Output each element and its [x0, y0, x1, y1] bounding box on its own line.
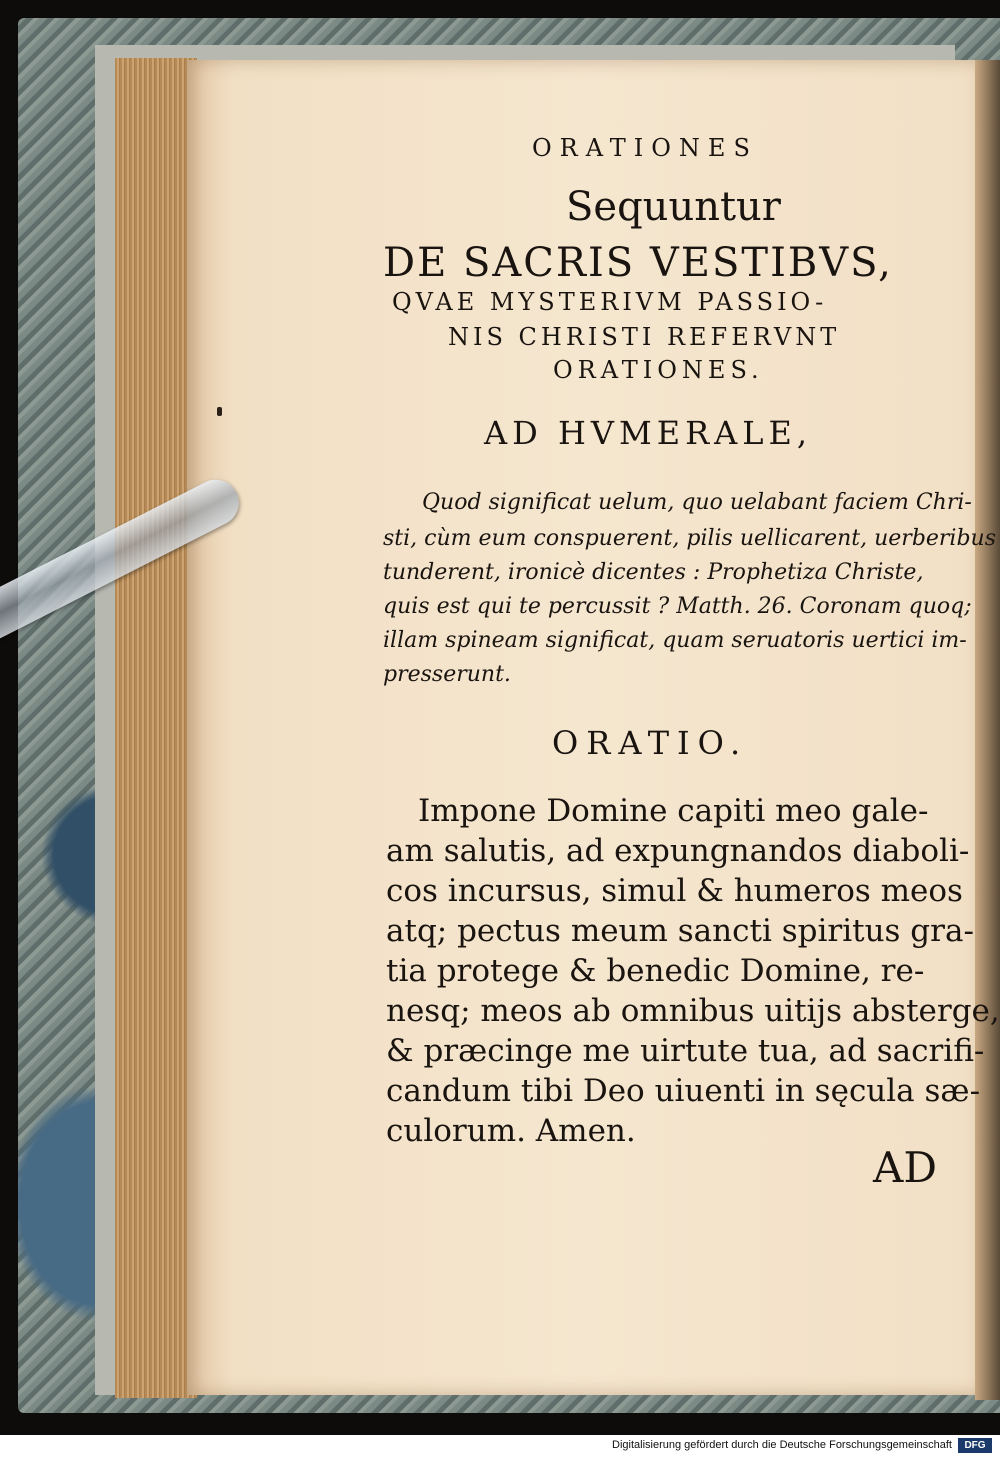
prayer-line: nesq; meos ab omnibus uitijs absterge, [386, 993, 1000, 1029]
heading-subtitle-1: QVAE MYSTERIVM PASSIO- [392, 288, 828, 316]
oratio-title: ORATIO. [552, 724, 749, 762]
funding-credit: Digitalisierung gefördert durch die Deutsche Forschungsgemeinschaft [612, 1439, 952, 1451]
heading-subtitle-2: NIS CHRISTI REFERVNT [448, 323, 841, 351]
prayer-line: Impone Domine capiti meo gale- [418, 793, 929, 829]
prayer-line: candum tibi Deo uiuenti in sęcula sæ- [386, 1073, 981, 1109]
prayer-line: & præcinge me uirtute tua, ad sacrifi- [386, 1033, 985, 1069]
running-head: ORATIONES [532, 134, 758, 162]
prayer-line: culorum. Amen. [386, 1113, 636, 1149]
section-title: AD HVMERALE, [484, 414, 813, 452]
dfg-logo: DFG [958, 1438, 992, 1453]
footer-bar [0, 1435, 1000, 1457]
italic-line: presserunt. [383, 662, 511, 687]
prayer-line: tia protege & benedic Domine, re- [386, 953, 925, 989]
italic-line: quis est qui te percussit ? Matth. 26. Coronam quoq; [383, 594, 972, 619]
heading-title: DE SACRIS VESTIBVS, [383, 240, 893, 286]
italic-line: illam spineam significat, quam seruatoris uertici im- [383, 628, 967, 653]
prayer-line: cos incursus, simul & humeros meos [386, 873, 963, 909]
heading-sequuntur: Sequuntur [566, 184, 781, 230]
prayer-line: am salutis, ad expungnandos diaboli- [386, 833, 970, 869]
italic-line: Quod significat uelum, quo uelabant faciem Chri- [422, 490, 972, 515]
italic-line: tunderent, ironicè dicentes : Prophetiza Christe, [383, 560, 924, 585]
facing-page-edge [975, 60, 1000, 1400]
page-block-edge [115, 58, 197, 1398]
prayer-line: atq; pectus meum sancti spiritus gra- [386, 913, 974, 949]
catchword: AD [873, 1143, 938, 1192]
ink-mark [217, 407, 222, 416]
italic-line: sti, cùm eum conspuerent, pilis uellicarent, uerberibus [383, 526, 997, 551]
heading-subtitle-3: ORATIONES. [553, 356, 764, 384]
